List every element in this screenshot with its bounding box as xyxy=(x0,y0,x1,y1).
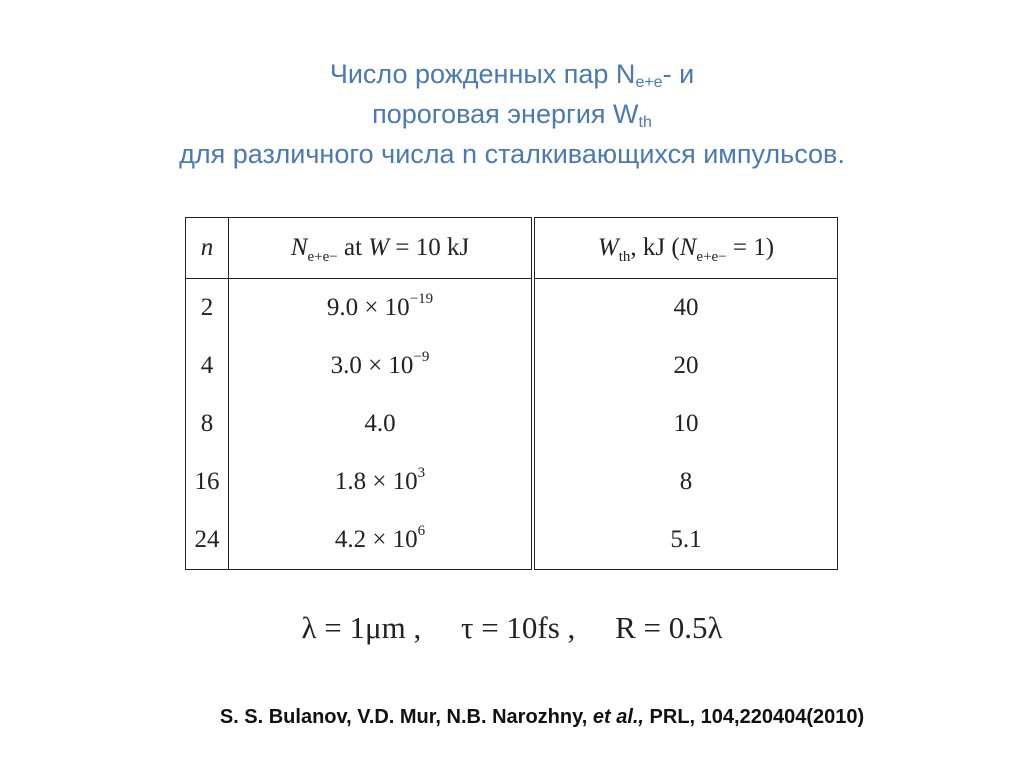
title-line-1: Число рожденных пар $N_{e+e}-$ и xyxy=(329,59,695,91)
results-table-wrapper xyxy=(185,217,838,570)
formula-duration: τ = 10fs , xyxy=(460,610,576,645)
table-row xyxy=(186,337,838,395)
table-row xyxy=(186,395,838,453)
reference-journal: PRL, 104,220404(2010) xyxy=(644,706,865,728)
cell-threshold: 10 xyxy=(673,410,699,437)
cell-n: 24 xyxy=(186,511,229,570)
cell-n: 16 xyxy=(186,453,229,511)
cell-threshold: 20 xyxy=(673,352,699,379)
header-threshold: $W_{th}$, kJ $(N_{e+e-} = 1)$ xyxy=(533,218,838,279)
cell-pairs: $3.0 \times 10^{-9}$ xyxy=(229,337,534,395)
reference-citation xyxy=(0,706,1024,729)
table-row xyxy=(186,453,838,511)
cell-pairs: 4.0 xyxy=(229,395,534,453)
formula-wavelength: λ = 1μm , xyxy=(301,610,422,645)
cell-pairs: $4.2 \times 10^6$ xyxy=(229,511,534,570)
title-line-2: пороговая энергия $W_{th}$ xyxy=(372,99,652,131)
header-n: n xyxy=(186,218,229,279)
cell-threshold: 40 xyxy=(673,294,699,321)
reference-etal: et al., xyxy=(592,706,644,728)
cell-threshold: 8 xyxy=(679,468,693,495)
slide-title xyxy=(0,54,1024,174)
cell-n: 4 xyxy=(186,337,229,395)
formula-radius: R = 0.5λ xyxy=(615,610,723,645)
cell-threshold: 5.1 xyxy=(670,526,702,553)
table-row xyxy=(186,511,838,570)
results-table xyxy=(185,217,838,570)
cell-n: 2 xyxy=(186,279,229,338)
cell-pairs: $1.8 \times 10^3$ xyxy=(229,453,534,511)
table-header-row xyxy=(186,218,838,279)
table-row xyxy=(186,279,838,338)
header-pairs: $N_{e+e-}$ at W = 10 kJ xyxy=(229,218,534,279)
title-line-3: для различного числа n сталкивающихся импульсов. xyxy=(179,139,845,169)
cell-pairs: $9.0 \times 10^{-19}$ xyxy=(229,279,534,338)
parameters-formula xyxy=(0,610,1024,646)
reference-authors: S. S. Bulanov, V.D. Mur, N.B. Narozhny, xyxy=(219,706,593,728)
cell-n: 8 xyxy=(186,395,229,453)
